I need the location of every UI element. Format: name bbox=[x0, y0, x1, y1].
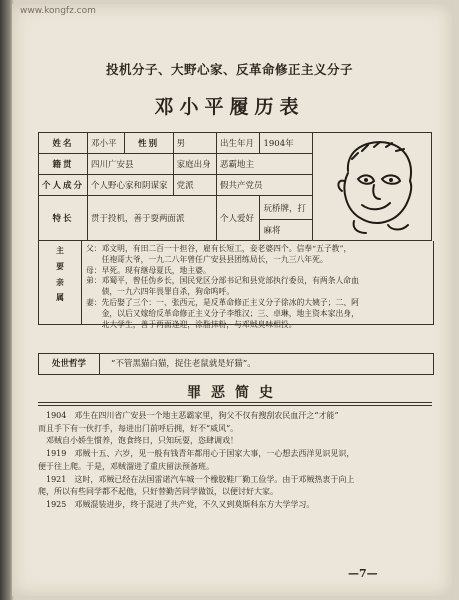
name-label: 姓名 bbox=[39, 133, 88, 154]
component-value: 个人野心家和阴谋家 bbox=[88, 175, 174, 196]
relatives-line: 母：早死。现有继母夏氏，地主婆。 bbox=[86, 265, 211, 275]
origin-label: 籍贯 bbox=[39, 154, 88, 175]
birth-value: 1904年 bbox=[260, 133, 313, 154]
history-line: 1925 邓贼混装进步，终于混进了共产党，不久又到莫斯科东方大学学习。 bbox=[38, 499, 315, 509]
trait-value: 贯于投机，善于耍两面派 bbox=[88, 196, 217, 241]
relatives-section bbox=[38, 241, 434, 329]
family-value: 恶霸地主 bbox=[217, 154, 313, 175]
document-subtitle: 投机分子、大野心家、反革命修正主义分子 bbox=[105, 62, 353, 77]
divider bbox=[38, 402, 432, 403]
history-line: 邓贼自小娇生惯养，饱食终日，只知玩耍，恣肆调戏！ bbox=[38, 436, 238, 446]
history-line: 便于往上爬。于是，邓贼溜进了重庆留法预备班。 bbox=[38, 461, 214, 471]
crimes-heading: 罪恶简史 bbox=[187, 385, 283, 401]
hobby-label: 个人爱好 bbox=[217, 196, 260, 241]
relatives-line: 任袍哥大爷，一九二八年曾任广安县县团练局长，一九三八年死。 bbox=[86, 254, 328, 264]
name-value: 邓小平 bbox=[88, 133, 125, 154]
relatives-line: 债，一九六四年畏罪自杀，狗命呜呼。 bbox=[86, 287, 235, 297]
document-title: 邓小平履历表 bbox=[154, 96, 305, 118]
relatives-line: 妻：先后娶了三个：一、张西元，是反革命修正主义分子徐冰的大姨子；二、阿 bbox=[86, 297, 359, 307]
divider bbox=[38, 405, 432, 406]
biography-table bbox=[38, 132, 432, 241]
caricature bbox=[313, 133, 432, 241]
trait-label: 特长 bbox=[39, 196, 88, 241]
relatives-line: 弟：邓蜀平，曾任伪乡长，国民党区分部书记和县党部执行委员，有两条人命血 bbox=[86, 276, 359, 286]
relatives-line: 金，以后又嫁给反革命修正主义分子李维汉；三、卓琳，地主资本家出身， bbox=[86, 308, 359, 318]
birth-label: 出生年月 bbox=[217, 133, 260, 154]
page-number: —7— bbox=[348, 567, 378, 580]
family-label: 家庭出身 bbox=[173, 154, 216, 175]
component-label: 个人成分 bbox=[39, 175, 88, 196]
history-line: 1921 这时，邓贼已经在法国雷诺汽车城一个橡胶鞋厂勤工俭学。由于邓贼热衷于向上 bbox=[38, 474, 355, 484]
relatives-text bbox=[86, 244, 430, 330]
hobby-value-2: 麻将 bbox=[260, 220, 313, 241]
crimes-history bbox=[38, 410, 432, 512]
caricature-drawing bbox=[318, 133, 426, 237]
history-line: 1919 邓贼十五、六岁，见一般有钱青年都用心于国家大事，一心想去西洋见识见识， bbox=[38, 449, 355, 459]
sex-label: 性别 bbox=[124, 133, 173, 154]
party-label: 党派 bbox=[173, 175, 216, 196]
philosophy-value: “不管黑猫白猫，捉住老鼠就是好猫”。 bbox=[111, 359, 256, 369]
origin-value: 四川广安县 bbox=[88, 154, 174, 175]
relatives-line: 父：邓文明，有田二百一十担谷，雇有长短工，妾老婆四个。信奉“五子教”， bbox=[86, 244, 352, 253]
philosophy-label: 处世哲学 bbox=[39, 354, 100, 374]
history-line: 而且手下有一伙打手，每进出门前呼后拥，好不“威风”。 bbox=[38, 423, 239, 433]
watermark: www.kongfz.com bbox=[20, 6, 96, 16]
hobby-value-1: 玩桥牌，打 bbox=[260, 196, 313, 220]
relatives-label: 主 要 亲 属 bbox=[39, 241, 82, 324]
philosophy-row bbox=[38, 353, 434, 375]
relatives-line: 北大学生，善于两面逢迎，涂脂抹粉，与邓贼臭味相投。 bbox=[86, 319, 297, 329]
history-line: 1904 邓生在四川省广安县一个地主恶霸家里，狗父不仅有搜刮农民血汗之“才能” bbox=[38, 411, 339, 420]
history-line: 爬，所以有些同学都不起他，只好替勤苦同学做饭，以便讨好大家。 bbox=[38, 487, 278, 497]
sex-value: 男 bbox=[173, 133, 216, 154]
party-value: 假共产党员 bbox=[217, 175, 313, 196]
